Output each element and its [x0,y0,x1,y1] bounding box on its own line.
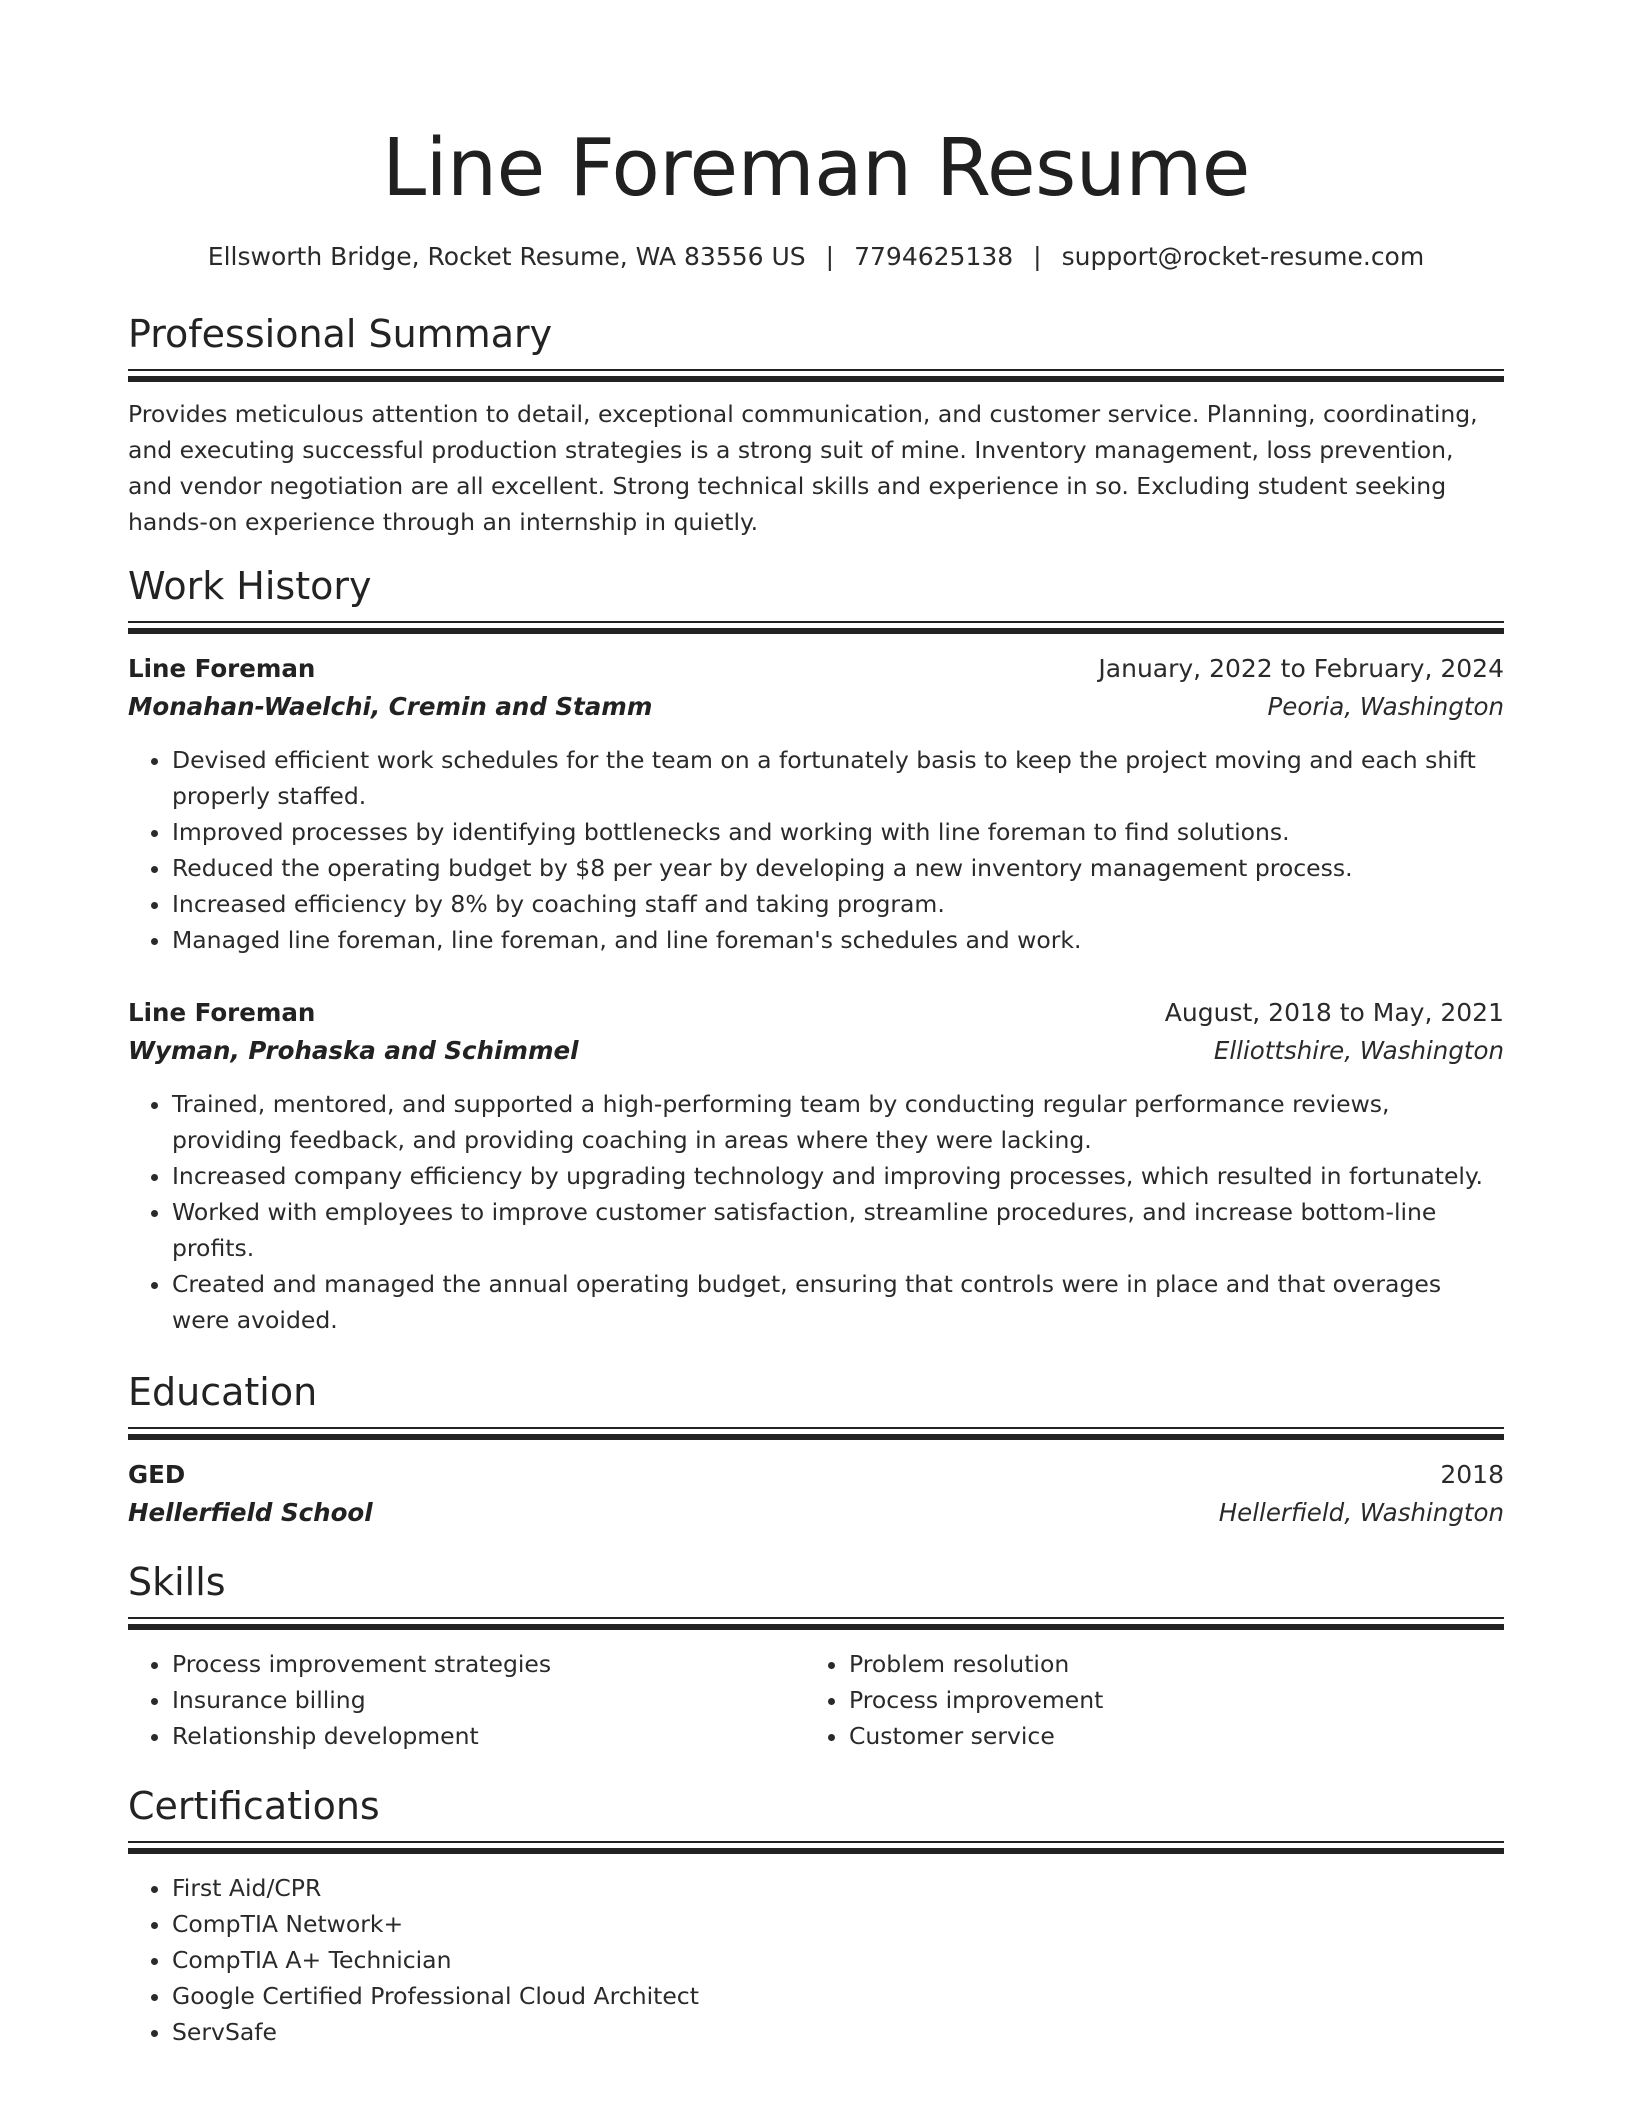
skill-item: • Relationship development [172,1718,805,1754]
job-bullets [128,1086,1504,1338]
job-entry [128,994,1504,1338]
list-item: • Increased company efficiency by upgrading technology and improving processes, which resulted in fortunately. [172,1158,1504,1194]
skill-item: • Insurance billing [172,1682,805,1718]
list-item: • Trained, mentored, and supported a high-performing team by conducting regular performance reviews, providing feedback, and providing coaching in areas where they were lacking. [172,1086,1504,1158]
contact-separator: | [825,242,835,271]
skill-item: • Problem resolution [849,1646,1504,1682]
certifications-heading: Certifications [128,1784,380,1828]
job-company-row [128,1032,1504,1070]
skills-heading: Skills [128,1560,226,1604]
education-location: Hellerfield, Washington [1218,1498,1504,1527]
certification-item: • Google Certified Professional Cloud Architect [172,1978,1504,2014]
job-dates: August, 2018 to May, 2021 [1164,998,1504,1027]
job-title: Line Foreman [128,998,316,1027]
certifications-list [128,1870,1504,2050]
section-divider [128,1841,1504,1854]
section-divider [128,1427,1504,1440]
work-history-heading: Work History [128,564,372,608]
job-header-row [128,650,1504,688]
education-section [128,1368,1504,1532]
list-item: • Improved processes by identifying bottlenecks and working with line foreman to find solutions. [172,814,1504,850]
certification-item: • First Aid/CPR [172,1870,1504,1906]
list-item: • Increased efficiency by 8% by coaching staff and taking program. [172,886,1504,922]
job-location: Peoria, Washington [1267,692,1504,721]
list-item: • Worked with employees to improve customer satisfaction, streamline procedures, and increase bottom-line profits. [172,1194,1504,1266]
contact-address: Ellsworth Bridge, Rocket Resume, WA 83556 US [207,242,806,271]
job-dates: January, 2022 to February, 2024 [1098,654,1504,683]
list-item: • Created and managed the annual operating budget, ensuring that controls were in place and that overages were avoided. [172,1266,1504,1338]
skill-item: • Process improvement [849,1682,1504,1718]
certification-item: • CompTIA A+ Technician [172,1942,1504,1978]
job-entry [128,650,1504,958]
section-divider [128,621,1504,634]
education-school: Hellerfield School [128,1498,373,1527]
skill-item: • Customer service [849,1718,1504,1754]
list-item: • Reduced the operating budget by $8 per year by developing a new inventory management process. [172,850,1504,886]
contact-phone: 7794625138 [854,242,1014,271]
contact-email: support@rocket-resume.com [1061,242,1425,271]
job-location: Elliottshire, Washington [1213,1036,1504,1065]
summary-text: Provides meticulous attention to detail, exceptional communication, and customer service. Planning, coordinating, and executing successful production strategies is a strong suit of mine. Inventory management, loss prevention, and vendor negotiation are all excellent. Strong technical skills and experience in so. Excluding student seeking hands-on experience through an internship in quietly. [128,400,1478,536]
job-company: Wyman, Prohaska and Schimmel [128,1036,579,1065]
resume-title: Line Foreman Resume [382,122,1250,214]
certification-item: • CompTIA Network+ [172,1906,1504,1942]
job-company: Monahan-Waelchi, Cremin and Stamm [128,692,653,721]
certification-item: • ServSafe [172,2014,1504,2050]
skills-column-left [128,1646,805,1754]
list-item: • Devised efficient work schedules for the team on a fortunately basis to keep the project moving and each shift properly staffed. [172,742,1504,814]
summary-section [128,310,1504,540]
list-item: • Managed line foreman, line foreman, and line foreman's schedules and work. [172,922,1504,958]
section-divider [128,1617,1504,1630]
education-degree: GED [128,1460,186,1489]
skills-grid [128,1646,1504,1754]
education-header-row [128,1456,1504,1494]
contact-separator: | [1033,242,1042,271]
work-history-section [128,562,1504,1338]
job-company-row [128,688,1504,726]
education-school-row [128,1494,1504,1532]
job-title: Line Foreman [128,654,316,683]
education-entry [128,1456,1504,1532]
skills-section [128,1558,1504,1754]
certifications-section [128,1782,1504,2050]
education-heading: Education [128,1370,318,1414]
job-header-row [128,994,1504,1032]
section-divider [128,369,1504,382]
skill-item: • Process improvement strategies [172,1646,805,1682]
job-bullets [128,742,1504,958]
contact-line [128,240,1504,274]
summary-heading: Professional Summary [128,312,553,356]
education-year: 2018 [1440,1460,1504,1489]
skills-column-right [805,1646,1504,1754]
